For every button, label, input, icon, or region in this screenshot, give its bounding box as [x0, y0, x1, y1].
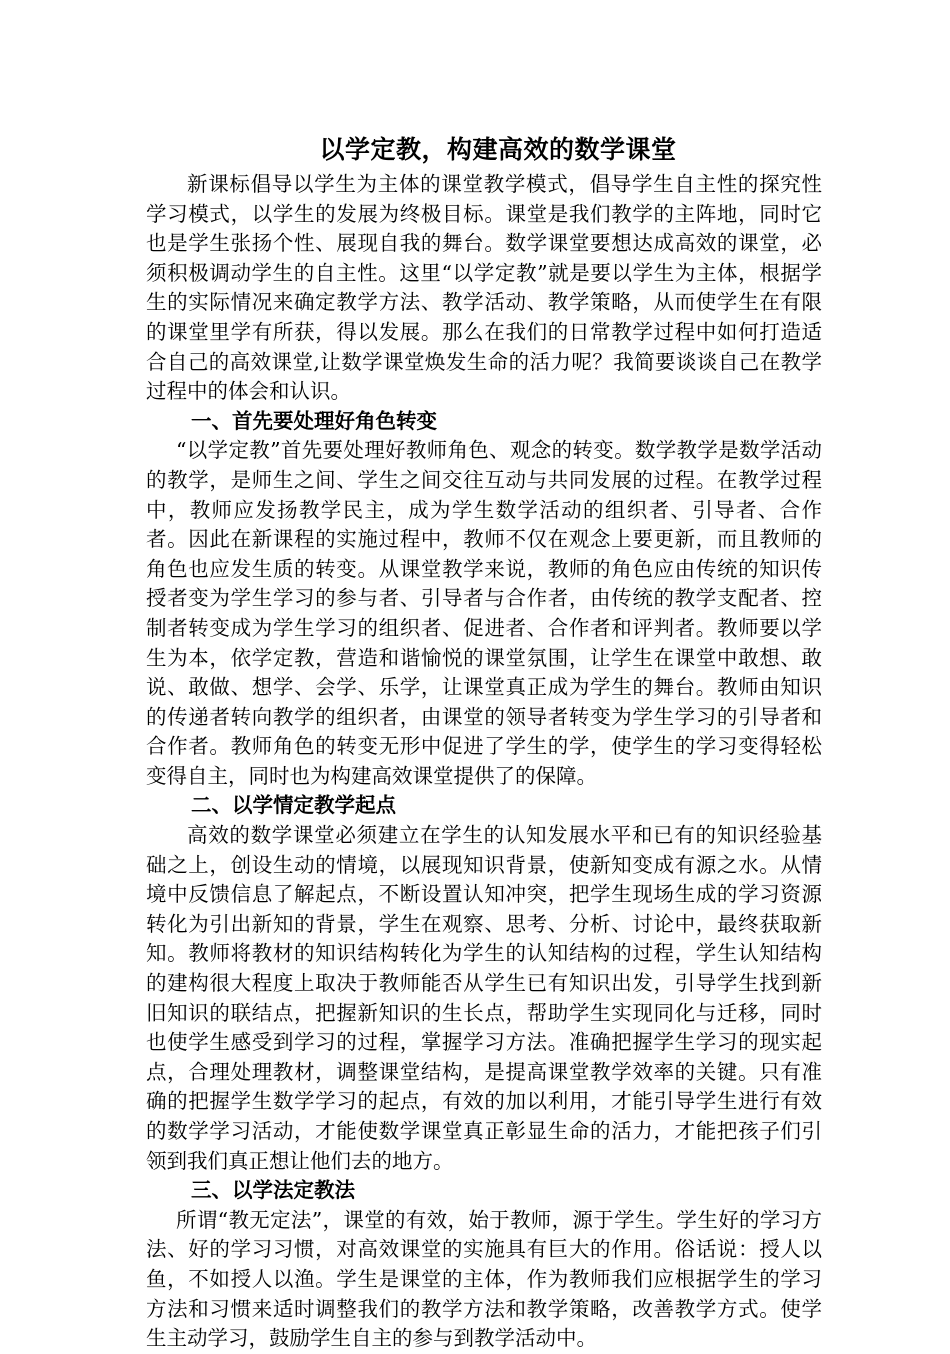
section-body: “以学定教”首先要处理好教师角色、观念的转变。数学教学是数学活动的教学，是师生之间、学生之间交往互动与共同发展的过程。在教学过程中，教师应发扬教学民主，成为学生数学活动的组织者、引导者、合作者。因此在新课程的实施过程中，教师不仅在观念上要更新，而且教师的角色也应发生质的转变。从课堂教学来说，教师的角色应由传统的知识传授者变为学生学习的参与者、引导者与合作者，由传统的教学支配者、控制者转变成为学生学习的组织者、促进者、合作者和评判者。教师要以学生为本，依学定教，营造和谐愉悦的课堂氛围，让学生在课堂中敢想、敢说、敢做、想学、会学、乐学，让课堂真正成为学生的舞台。教师由知识的传递者转向教学的组织者，由课堂的领导者转变为学生学习的引导者和合作者。教师角色的转变无形中促进了学生的学，使学生的学习变得轻松变得自主，同时也为构建高效课堂提供了的保障。 [146, 438, 822, 788]
section-3 [146, 1176, 822, 1354]
section-heading: 二、以学情定教学起点 [191, 793, 396, 818]
section-2 [146, 791, 822, 1176]
section-body: 所谓“教无定法”，课堂的有效，始于教师，源于学生。学生好的学习方法、好的学习习惯，对高效课堂的实施具有巨大的作用。俗话说：授人以鱼，不如授人以渔。学生是课堂的主体，作为教师我们应根据学生的学习方法和习惯来适时调整我们的教学方法和教学策略，改善教学方式。使学生主动学习，鼓励学生自主的参与到教学活动中。 [146, 1207, 822, 1351]
section-heading: 三、以学法定教法 [191, 1178, 355, 1203]
section-1 [146, 407, 822, 792]
intro-paragraph: 新课标倡导以学生为主体的课堂教学模式，倡导学生自主性的探究性学习模式，以学生的发展为终极目标。课堂是我们教学的主阵地，同时它也是学生张扬个性、展现自我的舞台。数学课堂要想达成高效的课堂，必须积极调动学生的自主性。这里“以学定教”就是要以学生为主体，根据学生的实际情况来确定教学方法、教学活动、教学策略，从而使学生在有限的课堂里学有所获，得以发展。那么在我们的日常教学过程中如何打造适合自己的高效课堂,让数学课堂焕发生命的活力呢？我简要谈谈自己在教学过程中的体会和认识。 [146, 172, 822, 404]
section-body: 高效的数学课堂必须建立在学生的认知发展水平和已有的知识经验基础之上，创设生动的情境，以展现知识背景，使新知变成有源之水。从情境中反馈信息了解起点，不断设置认知冲突，把学生现场生成的学习资源转化为引出新知的背景，学生在观察、思考、分析、讨论中，最终获取新知。教师将教材的知识结构转化为学生的认知结构的过程，学生认知结构的建构很大程度上取决于教师能否从学生已有知识出发，引导学生找到新旧知识的联结点，把握新知识的生长点，帮助学生实现同化与迁移，同时也使学生感受到学习的过程，掌握学习方法。准确把握学生学习的现实起点，合理处理教材，调整课堂结构，是提高课堂教学效率的关键。只有准确的把握学生数学学习的起点，有效的加以利用，才能引导学生进行有效的数学学习活动，才能使数学课堂真正彰显生命的活力，才能把孩子们引领到我们真正想让他们去的地方。 [146, 823, 822, 1173]
document-title: 以学定教，构建高效的数学课堂 [319, 135, 677, 164]
section-heading: 一、首先要处理好角色转变 [191, 408, 437, 433]
document-page [146, 132, 822, 1354]
